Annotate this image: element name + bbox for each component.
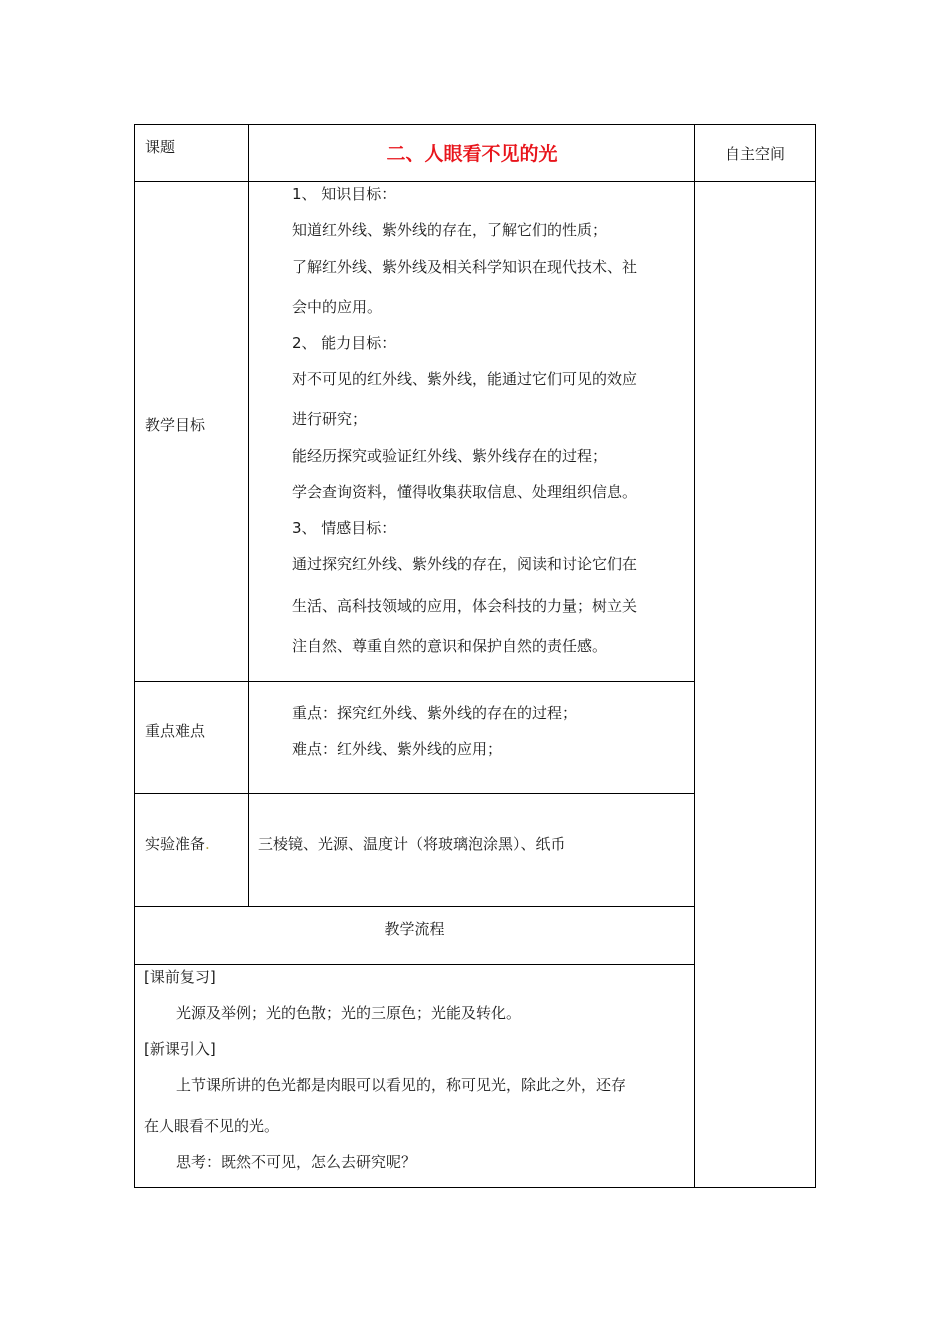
review-heading: [课前复习]: [144, 968, 216, 986]
row-divider-process-heading: [134, 964, 695, 965]
row-divider-header: [134, 181, 815, 182]
lesson-title: 二、人眼看不见的光: [386, 143, 558, 165]
preparation-label-text: 实验准备: [145, 835, 206, 853]
objective-line: 1、 知识目标：: [292, 185, 397, 203]
table-border-top: [134, 124, 815, 125]
objective-line: 通过探究红外线、紫外线的存在，阅读和讨论它们在: [292, 555, 638, 573]
objective-line: 注自然、尊重自然的意识和保护自然的责任感。: [292, 637, 608, 655]
objective-line: 能经历探究或验证红外线、紫外线存在的过程；: [292, 447, 608, 465]
review-content: 光源及举例；光的色散；光的三原色；光能及转化。: [176, 1004, 522, 1022]
objective-line: 进行研究；: [292, 410, 368, 428]
column-divider-label: [248, 124, 249, 907]
objective-line: 会中的应用。: [292, 298, 383, 316]
objective-line: 学会查询资料，懂得收集获取信息、处理组织信息。: [292, 483, 638, 501]
objective-line: 知道红外线、紫外线的存在，了解它们的性质；: [292, 221, 608, 239]
row-divider-keypoints: [134, 793, 695, 794]
preparation-content: 三棱镜、光源、温度计（将玻璃泡涂黑）、纸币: [258, 835, 566, 853]
objective-line: 了解红外线、紫外线及相关科学知识在现代技术、社: [292, 258, 638, 276]
key-points-label: 重点难点: [145, 722, 206, 740]
objective-line: 3、 情感目标：: [292, 519, 397, 537]
table-border-right: [815, 124, 816, 1188]
intro-heading: [新课引入]: [144, 1040, 216, 1058]
objective-line: 对不可见的红外线、紫外线，能通过它们可见的效应: [292, 370, 638, 388]
row-divider-preparation: [134, 906, 695, 907]
process-heading: 教学流程: [384, 920, 445, 938]
objective-line: 生活、高科技领域的应用，体会科技的力量；树立关: [292, 597, 638, 615]
intro-content-line: 在人眼看不见的光。: [144, 1117, 280, 1135]
key-point-line: 重点：探究红外线、紫外线的存在的过程；: [292, 704, 578, 722]
preparation-label-suffix: .: [205, 835, 210, 853]
intro-content-line: 上节课所讲的色光都是肉眼可以看见的，称可见光，除此之外，还存: [176, 1076, 627, 1094]
table-border-bottom: [134, 1187, 815, 1188]
objectives-label: 教学目标: [145, 416, 206, 434]
side-column-label: 自主空间: [724, 145, 785, 163]
table-border-left: [134, 124, 135, 1188]
topic-label: 课题: [145, 138, 176, 156]
difficulty-line: 难点：红外线、紫外线的应用；: [292, 740, 503, 758]
column-divider-side: [694, 124, 695, 1188]
thinking-question: 思考：既然不可见，怎么去研究呢？: [176, 1153, 417, 1171]
row-divider-objectives: [134, 681, 695, 682]
preparation-label: [145, 835, 210, 853]
objective-line: 2、 能力目标：: [292, 334, 397, 352]
